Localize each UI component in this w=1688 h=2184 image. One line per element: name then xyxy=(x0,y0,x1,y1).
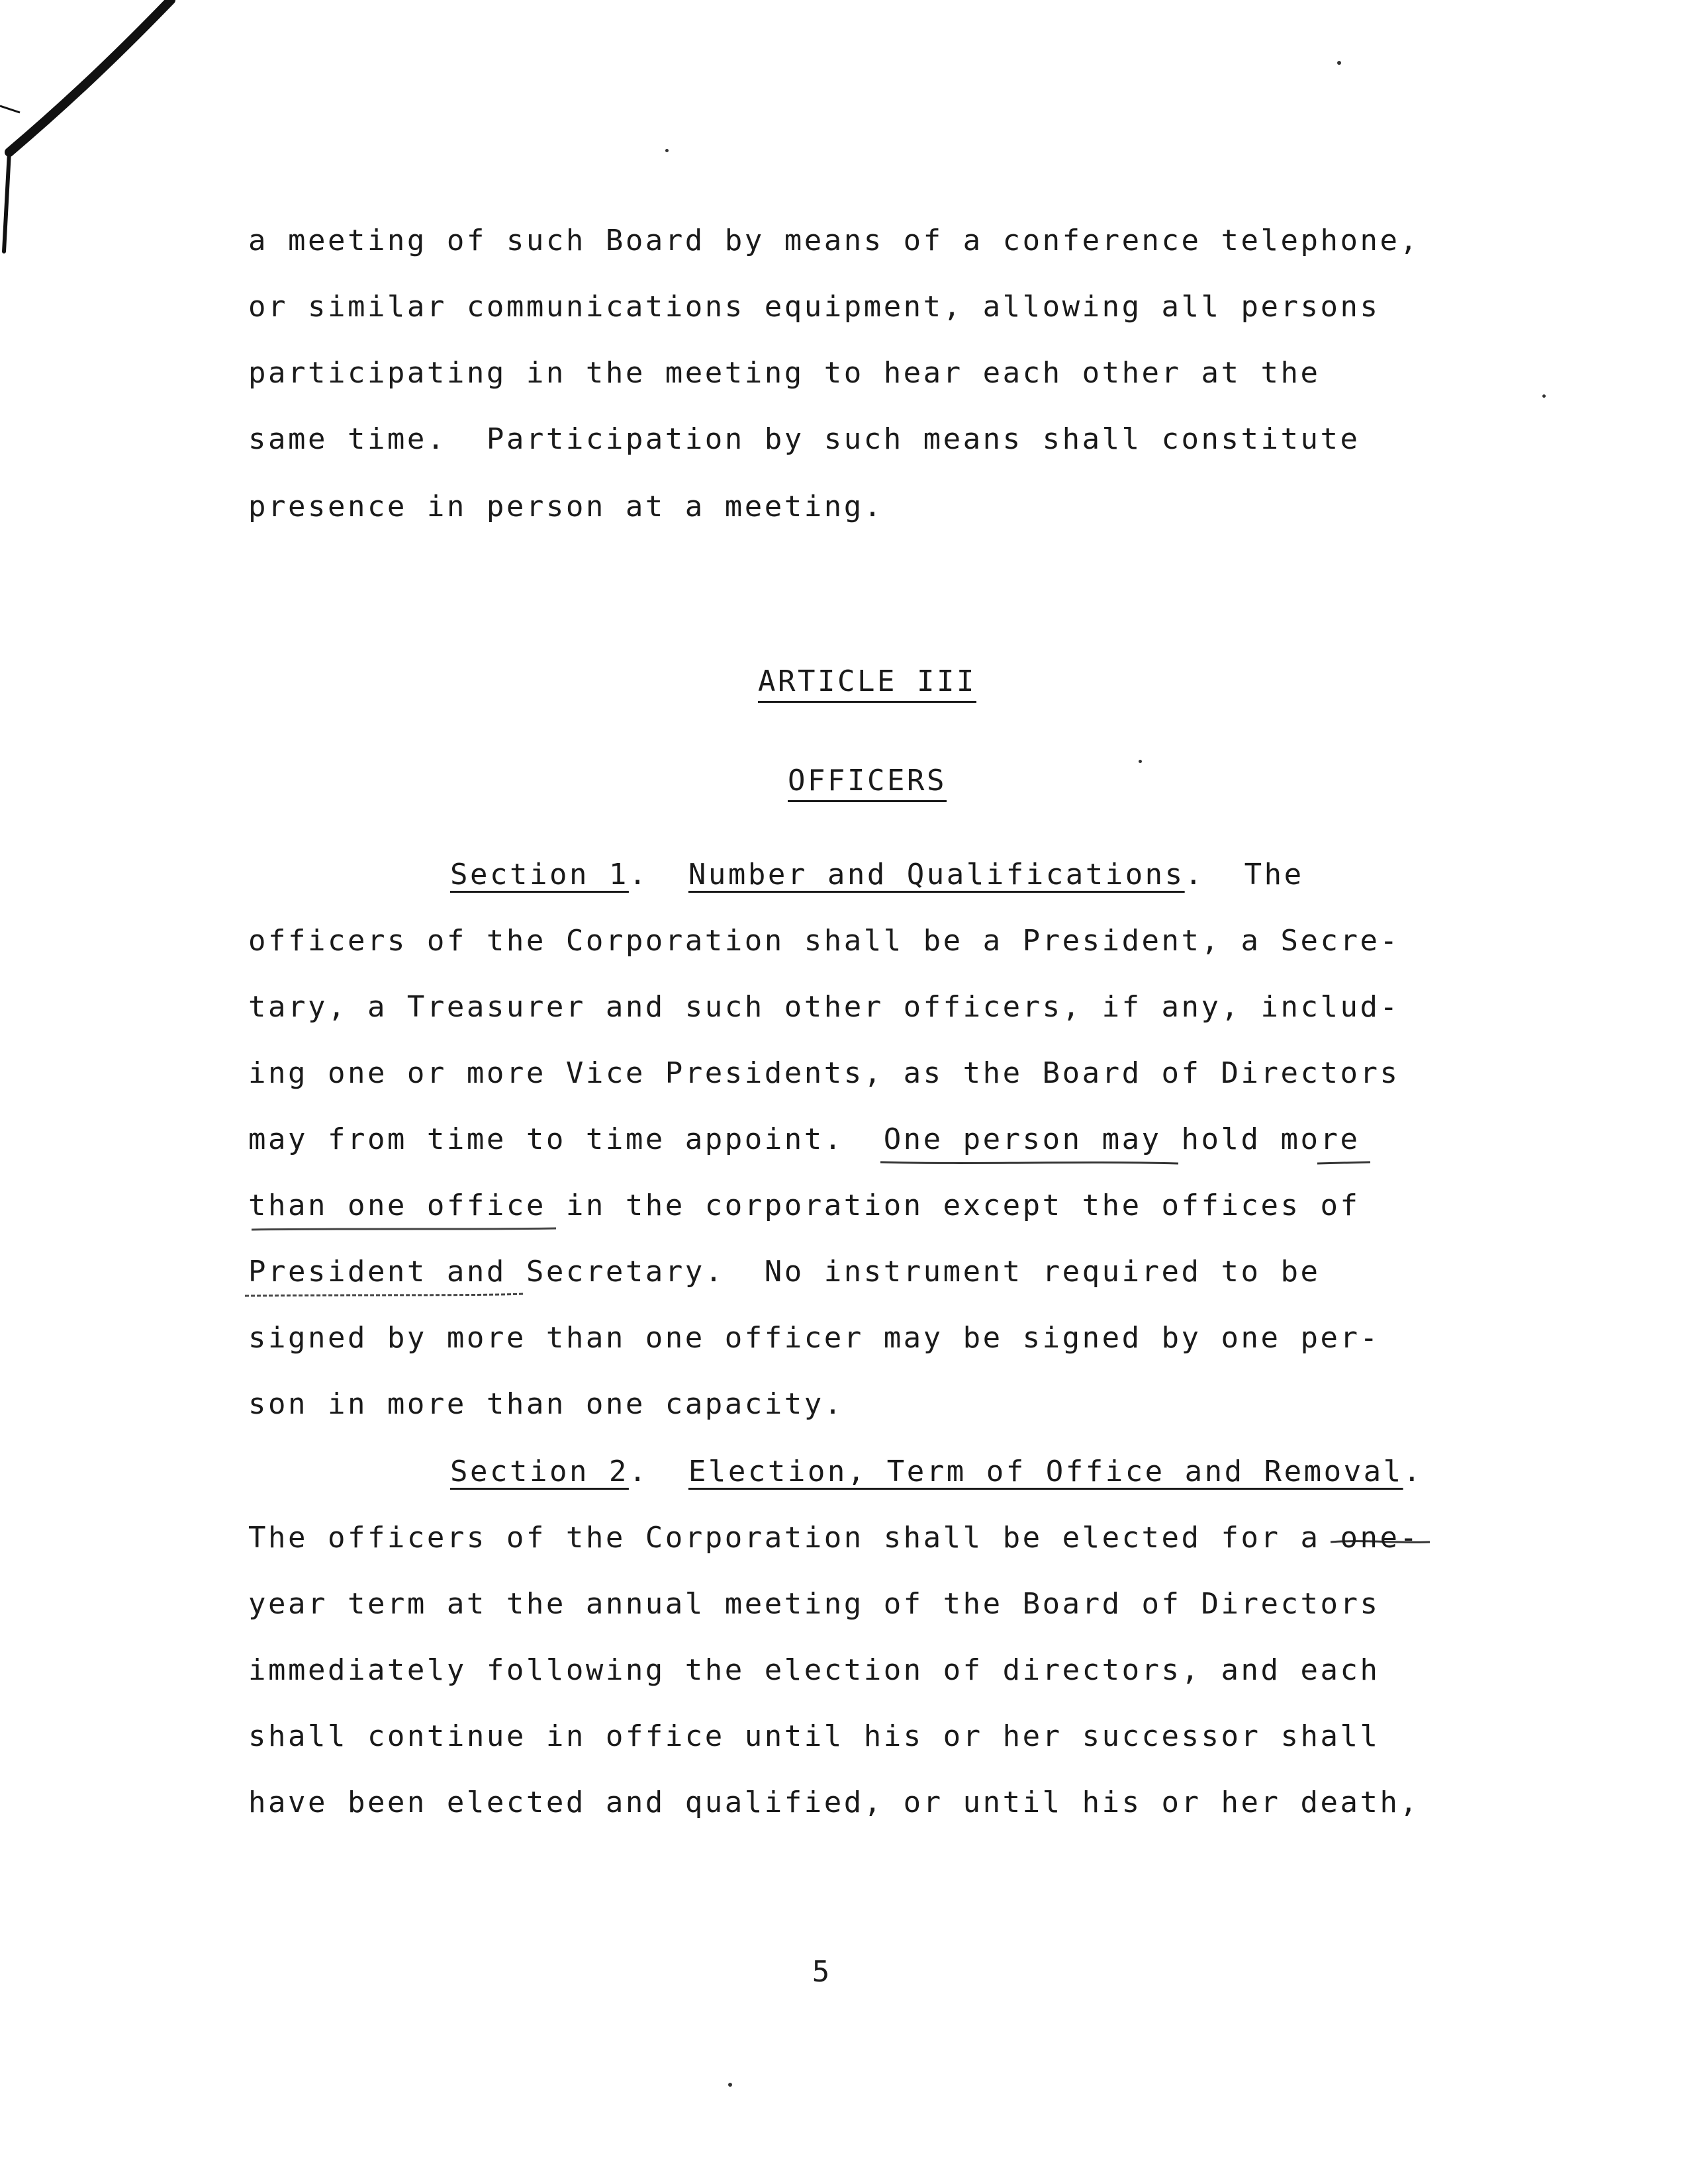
section-1-label: Section 1 xyxy=(450,858,629,891)
section-2-label: Section 2 xyxy=(450,1455,629,1488)
article-title-text: ARTICLE III xyxy=(758,664,976,703)
section-1-line: President and Secretary. No instrument required to be xyxy=(248,1255,1321,1289)
speck xyxy=(728,2083,732,2087)
page-number: 5 xyxy=(812,1955,830,1989)
section-2-title: Election, Term of Office and Removal xyxy=(688,1455,1403,1488)
section-1-line: than one office in the corporation except the offices of xyxy=(248,1189,1360,1222)
section-1-line: officers of the Corporation shall be a President, a Secre- xyxy=(248,924,1400,958)
speck xyxy=(1139,760,1142,763)
speck xyxy=(1337,61,1341,65)
paragraph-line: or similar communications equipment, allowing all persons xyxy=(248,290,1380,324)
section-1-tail: The xyxy=(1244,858,1304,891)
section-2-line: have been elected and qualified, or until his or her death, xyxy=(248,1786,1420,1819)
section-1-title: Number and Qualifications xyxy=(688,858,1185,891)
section-2-line: The officers of the Corporation shall be elected for a one- xyxy=(248,1521,1420,1555)
check-mark-icon xyxy=(0,0,199,265)
article-subtitle xyxy=(629,721,1026,841)
section-1-heading: Section 1. Number and Qualifications. The xyxy=(450,858,1304,891)
section-2-line: immediately following the election of directors, and each xyxy=(248,1653,1380,1687)
section-2-line: year term at the annual meeting of the Board of Directors xyxy=(248,1587,1380,1621)
speck xyxy=(1542,394,1546,398)
article-subtitle-text: OFFICERS xyxy=(788,764,947,802)
paragraph-line: a meeting of such Board by means of a conference telephone, xyxy=(248,224,1420,257)
section-1-line: son in more than one capacity. xyxy=(248,1387,844,1421)
paragraph-line: participating in the meeting to hear each other at the xyxy=(248,356,1321,390)
section-1-line: ing one or more Vice Presidents, as the Board of Directors xyxy=(248,1056,1400,1090)
section-1-line: may from time to time appoint. One person may hold more xyxy=(248,1122,1360,1156)
section-1-line: tary, a Treasurer and such other officers, if any, includ- xyxy=(248,990,1400,1024)
section-1-line: signed by more than one officer may be signed by one per- xyxy=(248,1321,1380,1355)
paragraph-line: presence in person at a meeting. xyxy=(248,490,884,523)
section-2-line: shall continue in office until his or her successor shall xyxy=(248,1719,1380,1753)
section-2-heading: Section 2. Election, Term of Office and Removal. xyxy=(450,1455,1423,1488)
paragraph-line: same time. Participation by such means shall constitute xyxy=(248,422,1360,456)
speck xyxy=(665,149,669,152)
